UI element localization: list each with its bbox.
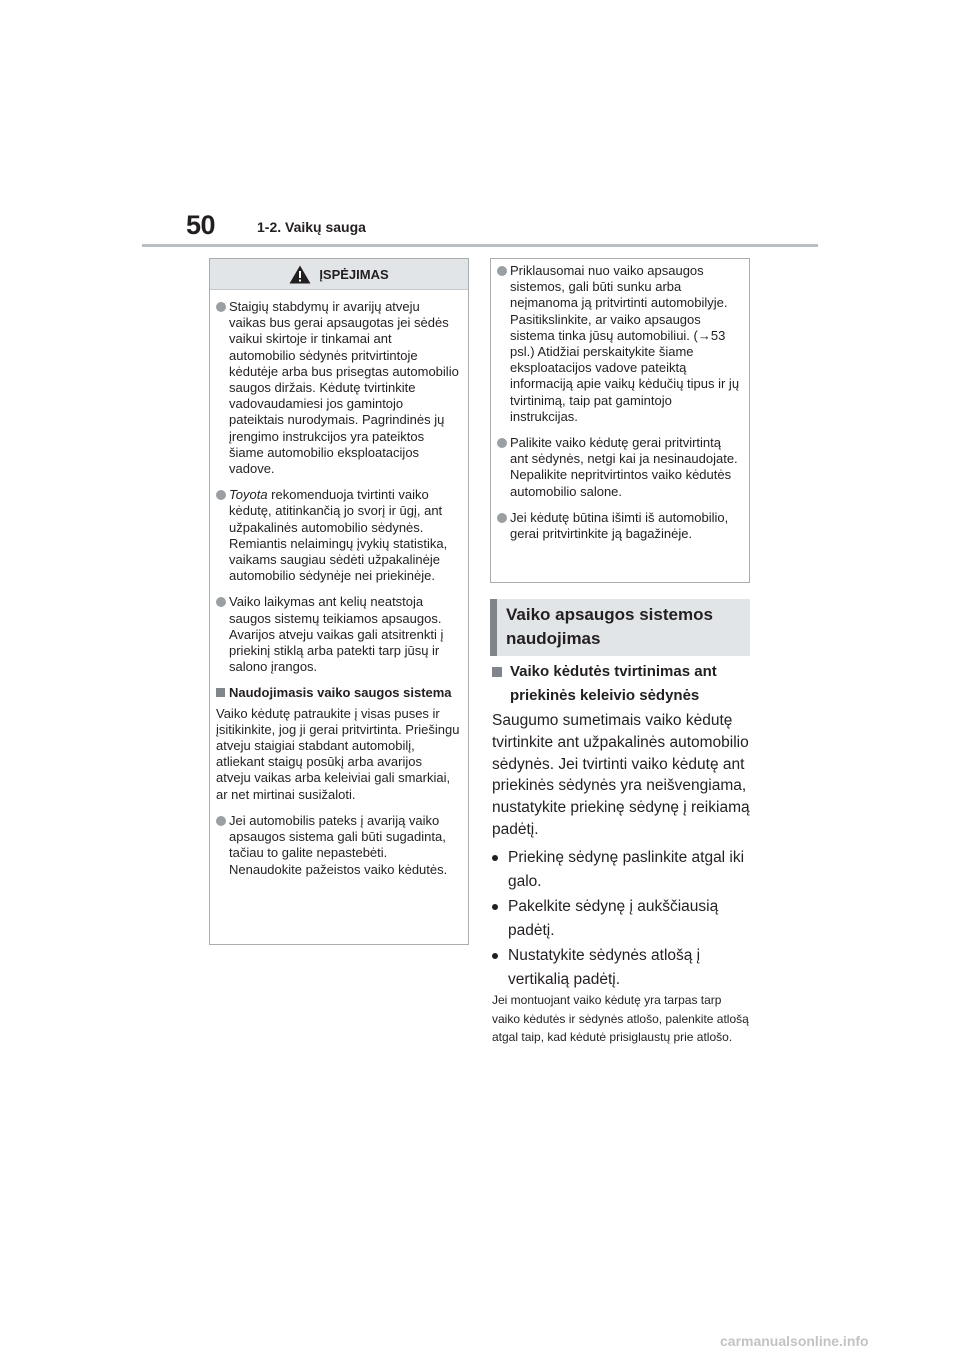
watermark: carmanualsonline.info	[720, 1333, 869, 1349]
bullet-dot-icon	[497, 266, 507, 276]
header-divider	[142, 244, 818, 247]
step-item	[492, 895, 754, 942]
bullet-text: Vaiko laikymas ant kelių neatstoja saugos sistemų teikiamos apsaugos. Avarijos atveju vaikas gali atsitrenkti į priekinį stiklą arba patekti tarp jūsų ir salono įrangos.	[229, 594, 444, 675]
warning-bullet	[216, 299, 460, 477]
bullet-text: Staigių stabdymų ir avarijų atveju vaikas bus gerai apsaugotas jei sėdės vaikui skirtoje ir tinkamai ant automobilio sėdynės pritvirtintoje kėdutėje arba bus prisegtas automobilio saugos diržais. Kėdutę tvirtinkite vadovaudamiesi jos gamintojo pateiktais nurodymais. Pagrindinės jų įrengimo instrukcijos yra pateiktos šiame automobilio eksploatacijos vadove.	[229, 299, 459, 477]
warning-continued-box	[490, 258, 750, 583]
bullet-dot-icon	[216, 597, 226, 607]
warning-box	[209, 258, 469, 945]
warning-bullet	[497, 435, 741, 500]
section-header: 1-2. Vaikų sauga	[257, 219, 366, 235]
bullet-dot-icon	[492, 855, 498, 861]
warning-subhead	[216, 685, 460, 701]
square-bullet-icon	[216, 688, 225, 697]
step-item	[492, 846, 754, 893]
bullet-text	[229, 487, 460, 584]
bullet-text-rest: rekomenduoja tvirtinti vaiko kėdutę, atitinkančią jo svorį ir ūgį, ant užpakalinės automobilio sėdynės. Remiantis nelaimingų įvykių statistika, vaikams saugiau sėdėti užpakalinėje automobilio sėdynėje nei priekinėje.	[229, 487, 448, 584]
bullet-dot-icon	[216, 490, 226, 500]
bullet-text: Palikite vaiko kėdutę gerai pritvirtintą ant sėdynės, netgi kai ja nesinaudojate. Nepalikite nepritvirtintos vaiko kėdutės automobilio salone.	[510, 435, 738, 499]
warning-header	[210, 259, 468, 290]
bullet-dot-icon	[216, 302, 226, 312]
warning-bullet	[216, 813, 460, 878]
bullet-dot-icon	[497, 513, 507, 523]
note-paragraph: Jei montuojant vaiko kėdutę yra tarpas tarp vaiko kėdutės ir sėdynės atlošo, palenkite atlošą atgal taip, kad kėdutė prisiglaustų prie atlošo.	[492, 993, 749, 1044]
section-title: Vaiko apsaugos sistemos naudojimas	[490, 599, 750, 656]
square-bullet-icon	[492, 667, 502, 677]
warning-triangle-icon	[289, 265, 311, 284]
warning-title: ĮSPĖJIMAS	[319, 266, 389, 282]
bullet-dot-icon	[492, 953, 498, 959]
subheading	[492, 660, 754, 708]
page-number: 50	[186, 210, 216, 240]
bullet-dot-icon	[497, 438, 507, 448]
warning-bullet	[216, 487, 460, 584]
subhead-text: Naudojimasis vaiko saugos sistema	[229, 685, 452, 701]
step-text: Pakelkite sėdynę į aukščiausią padėtį.	[508, 898, 719, 939]
step-item	[492, 944, 754, 991]
warning-bullet	[497, 510, 741, 542]
warning-bullet	[216, 594, 460, 675]
step-text: Priekinę sėdynę paslinkite atgal iki galo.	[508, 849, 745, 890]
subheading-text: Vaiko kėdutės tvirtinimas ant priekinės keleivio sėdynės	[510, 663, 717, 704]
step-text: Nustatykite sėdynės atlošą į vertikalią padėtį.	[508, 947, 701, 988]
warning-bullet	[497, 263, 741, 425]
bullet-dot-icon	[492, 904, 498, 910]
bullet-text: Jei kėdutę būtina išimti iš automobilio, gerai pritvirtinkite ją bagažinėje.	[510, 509, 729, 542]
bullet-text: Jei automobilis pateks į avariją vaiko apsaugos sistema gali būti sugadinta, tačiau to galite nepastebėti. Nenaudokite pažeistos vaiko kėdutės.	[229, 812, 448, 877]
bullet-dot-icon	[216, 816, 226, 826]
brand-name: Toyota	[229, 487, 268, 503]
step-list	[492, 846, 754, 993]
bullet-text: Priklausomai nuo vaiko apsaugos sistemos, gali būti sunku arba neįmanoma ją pritvirtinti automobilyje. Pasitikslinkite, ar vaiko apsaugos sistema tinka jūsų automobiliui. (→53 psl.) Atidžiai perskaitykite šiame eksploatacijos vadove pateiktą informaciją apie vaikų kėdučių tipus ir jų tvirtinimą, taip pat gamintojo instrukcijas.	[510, 263, 740, 424]
warning-paragraph: Vaiko kėdutę patraukite į visas puses ir įsitikinkite, jog ji gerai pritvirtinta. Priešingu atveju staigiai stabdant automobilį, atliekant staigų posūkį arba avarijos atveju vaikas arba keleiviai gali smarkiai, ar net mirtinai susižaloti.	[216, 705, 460, 802]
body-paragraph: Saugumo sumetimais vaiko kėdutę tvirtinkite ant užpakalinės automobilio sėdynės. Jei tvirtinti vaiko kėdutę ant priekinės sėdynės yra neišvengiama, nustatykite priekinę sėdynę į reikiamą padėtį.	[492, 712, 750, 838]
